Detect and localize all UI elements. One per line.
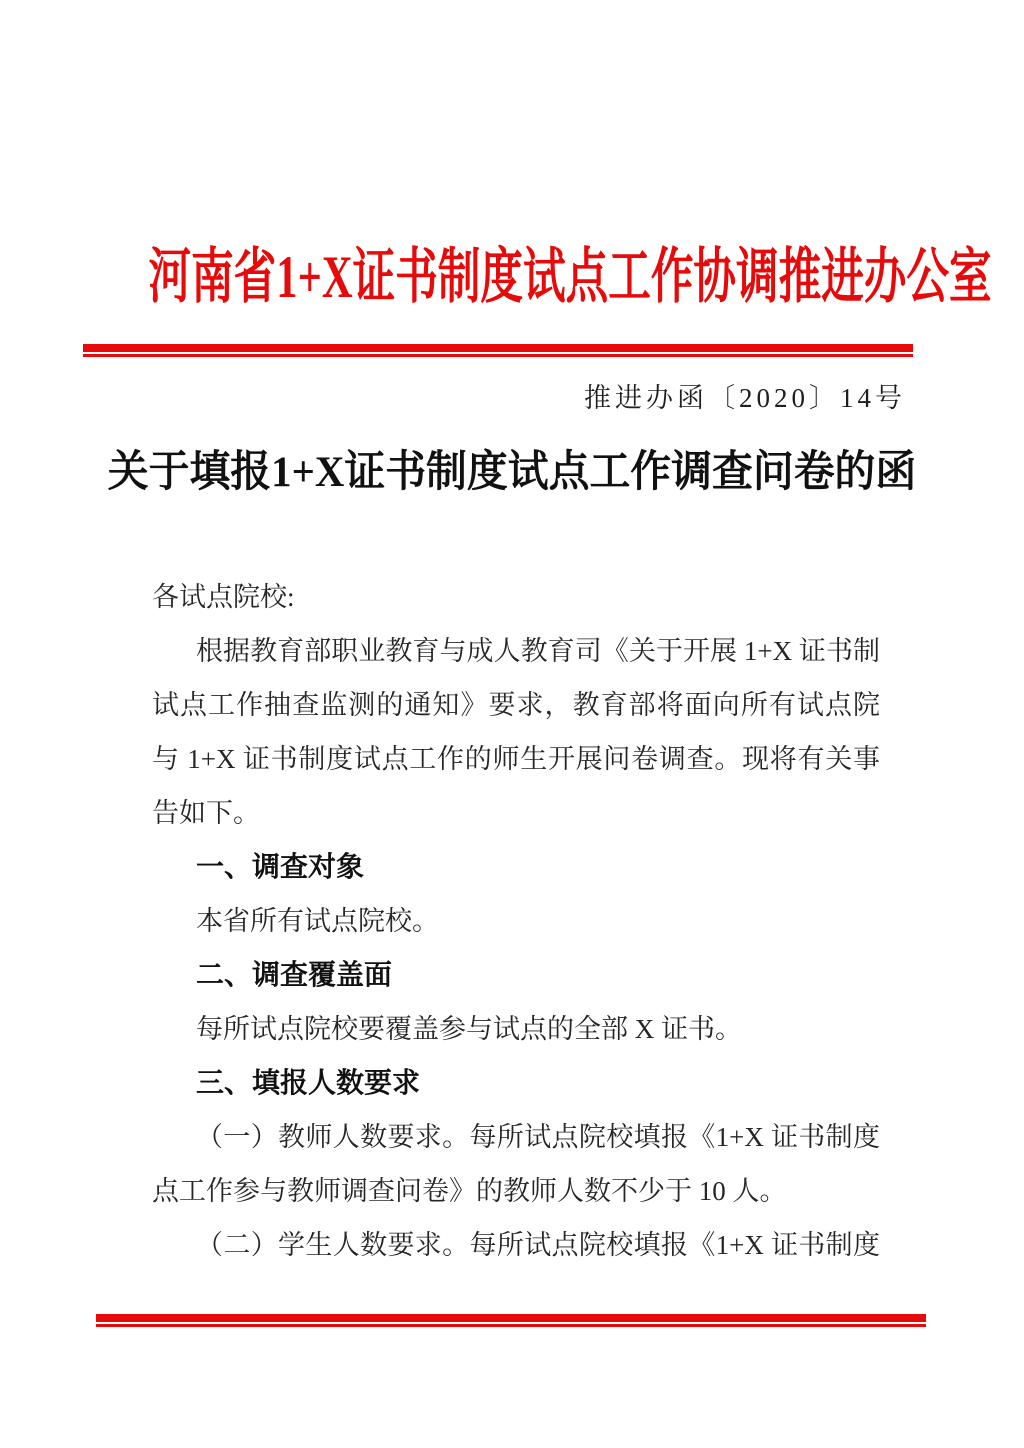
- red-rule-thick-bar: [96, 1314, 926, 1322]
- body-line-text: 每所试点院校填报《1+X 证书制度: [469, 1122, 880, 1152]
- red-rule-thin-bar: [83, 354, 913, 357]
- red-separator-line-top: [83, 344, 913, 357]
- letterhead-org-title: 河南省1+X证书制度试点工作协调推进办公室: [148, 244, 992, 310]
- section-heading-3: 三、填报人数要求: [196, 1067, 421, 1098]
- body-line: [152, 1110, 880, 1164]
- body-line: 告如下。: [152, 798, 260, 828]
- body-line: 每所试点院校要覆盖参与试点的全部 X 证书。: [196, 1014, 742, 1044]
- red-separator-line-bottom: [96, 1314, 926, 1327]
- section-heading-2: 二、调查覆盖面: [196, 959, 393, 990]
- subitem-lead-teacher: （一）教师人数要求。: [196, 1122, 470, 1152]
- body-line-text: 每所试点院校填报《1+X 证书制度: [469, 1230, 880, 1260]
- document-title: 关于填报1+X证书制度试点工作调查问卷的函: [107, 449, 917, 496]
- body-line: [152, 1218, 880, 1272]
- body-line: 与 1+X 证书制度试点工作的师生开展问卷调查。现将有关事: [152, 744, 880, 774]
- body-line: 本省所有试点院校。: [196, 906, 439, 936]
- document-body: [152, 570, 880, 1272]
- salutation-line: 各试点院校:: [152, 582, 295, 612]
- body-line: 根据教育部职业教育与成人教育司《关于开展 1+X 证书制: [196, 636, 880, 666]
- subitem-lead-student: （二）学生人数要求。: [196, 1230, 470, 1260]
- body-line: 点工作参与教师调查问卷》的教师人数不少于 10 人。: [152, 1176, 787, 1206]
- red-rule-thick-bar: [83, 344, 913, 352]
- document-number: 推进办函〔2020〕14号: [584, 383, 906, 413]
- body-line: 试点工作抽查监测的通知》要求，教育部将面向所有试点院: [152, 690, 880, 720]
- section-heading-1: 一、调查对象: [196, 851, 365, 882]
- red-rule-thin-bar: [96, 1324, 926, 1327]
